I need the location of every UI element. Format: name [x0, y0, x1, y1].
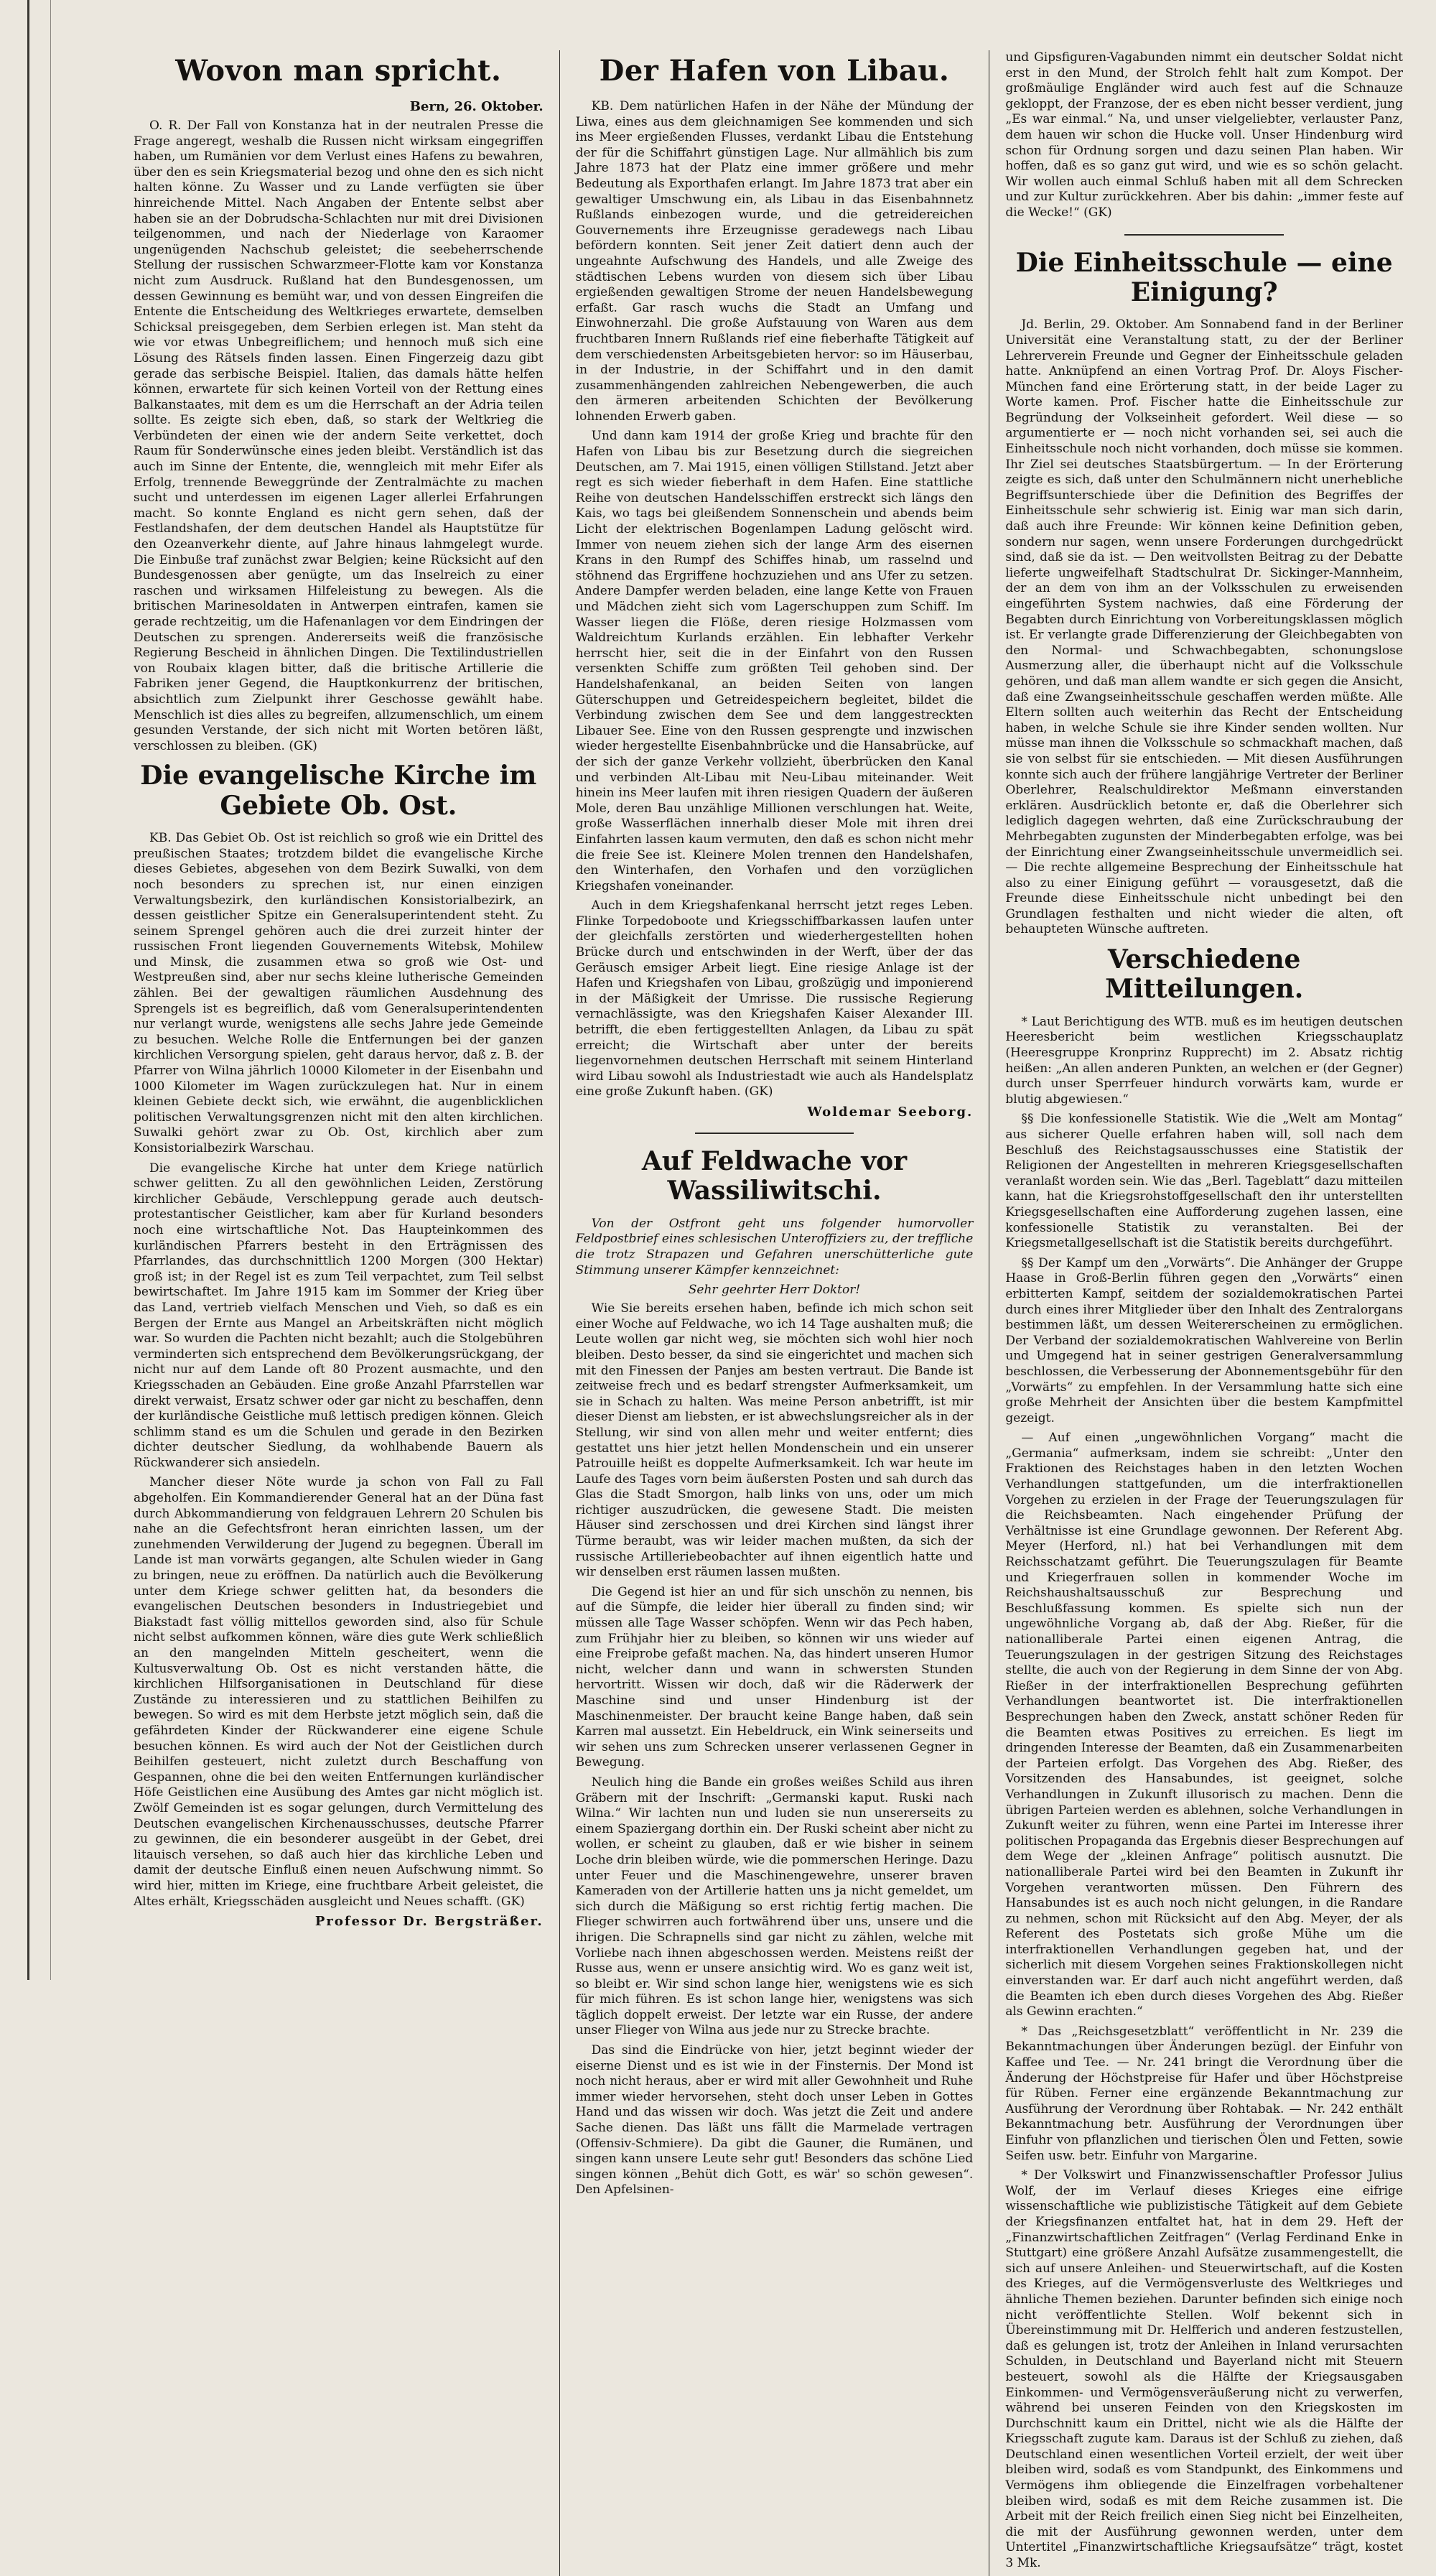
article-paragraph: Und dann kam 1914 der große Krieg und brachte für den Hafen von Libau bis zur Besetzung durch die siegreichen Deutschen, am 7. Mai 1915, einen völligen Stillstand. Jetzt aber regt es sich wieder fieberhaft in dem Hafen. Eine stattliche Reihe von deutschen Handelsschiffen erstreckt sich längs den Kais, wo tags bei gleißendem Sonnenschein und abends beim Licht der elektrischen Bogenlampen Ladung gelöscht wird. Immer von neuem ziehen sich der lange Arm des eisernen Krans in den Rumpf des Schiffes hinab, um rasselnd und stöhnend das Ergriffene hochzuziehen und ans Ufer zu setzen. Andere Dampfer werden beladen, eine lange Kette von Frauen und Mädchen zieht sich vom Lagerschuppen zum Schiff. Im Wasser liegen die Flöße, deren riesige Holzmassen vom Waldreichtum Kurlands erzählen. Ein lebhafter Verkehr herrscht hier, seit die in der Einfahrt von den Russen versenkten Schiffe zum größten Teil gehoben sind. Der Handelshafenkanal, an beiden Seiten von langen Güterschuppen und Getreidespeichern begleitet, bildet die Verbindung zwischen dem See und dem langgestreckten Libauer See. Eine von den Russen gesprengte und inzwischen wieder hergestellte Eisenbahnbrücke und die Hansabrücke, auf der sich der ganze Verkehr vollzieht, überbrücken den Kanal und verbinden Alt-Libau mit Neu-Libau miteinander. Weit hinein ins Meer laufen mit ihren riesigen Quadern der äußeren Mole, deren Bau unzählige Millionen verschlungen hat. Weite, große Wasserflächen innerhalb dieser Mole mit ihren drei Einfahrten lassen kaum vermuten, den daß es schon nicht mehr die freie See ist. Kleinere Molen trennen den Handelshafen, den Winterhafen, den Vorhafen und den vorzüglichen Kriegshafen voneinander.: [575, 429, 974, 893]
article-dateline: Bern, 26. Oktober.: [409, 99, 544, 114]
article-divider: [1124, 234, 1283, 236]
article-title: Der Hafen von Libau.: [599, 54, 950, 88]
article-paragraph: KB. Dem natürlichen Hafen in der Nähe der Mündung der Liwa, eines aus dem gleichnamigen See kommenden und sich ins Meer ergießenden Flusses, verdankt Libau die Entstehung der für die Schiffahrt günstigen Lage. Nur allmählich bis zum Jahre 1873 hat der Platz eine immer größere und mehr Bedeutung als Exporthafen erlangt. Im Jahre 1873 trat aber ein gewaltiger Umschwung ein, als Libau in das Eisenbahnnetz Rußlands einbezogen wurde, und die getreidereichen Gouvernements ihre Erzeugnisse geradewegs nach Libau befördern konnten. Seit jener Zeit datiert denn auch der ungeahnte Aufschwung des Handels, und alle Zweige des städtischen Lebens wurden von diesem sich über Libau ergießenden gewaltigen Strome der neuen Handelsbewegung erfaßt. Gar rasch wuchs die Stadt an Umfang und Einwohnerzahl. Die große Aufstauung von Waren aus dem fruchtbaren Innern Rußlands rief eine fieberhafte Tätigkeit auf dem verschiedensten Arbeitsgebieten hervor: so im Häuserbau, in der Industrie, in der Schiffahrt und in den damit zusammenhängenden zahlreichen Nebengewerben, die auch den ärmeren arbeitenden Schichten der Bevölkerung lohnenden Erwerb gaben.: [575, 99, 974, 424]
column-3: [989, 50, 1419, 2576]
article-paragraph: §§ Der Kampf um den „Vorwärts“. Die Anhänger der Gruppe Haase in Groß-Berlin führen gegen den „Vorwärts“ einen erbitterten Kampf, seitdem der sozialdemokratischen Partei durch eines ihrer Mitglieder über den Inhalt des Zentralorgans bestimmen läßt, um dessen Weitererscheinen zu ermöglichen. Der Verband der sozialdemokratischen Wahlvereine von Berlin und Umgegend hat in seiner gestrigen Generalversammlung beschlossen, die Verbesserung der Abonnementsgebühr für den „Vorwärts“ zu empfehlen. In der Versammlung hatte sich eine große Mehrheit der Ansichten über die bestem Kampfmittel gezeigt.: [1005, 1255, 1403, 1426]
article-intro: Von der Ostfront geht uns folgender humorvoller Feldpostbrief eines schlesischen Unteroffiziers zu, der treffliche die trotz Strapazen und Gefahren unerschütterliche gute Stimmung unserer Kämpfer kennzeichnet:: [575, 1216, 974, 1278]
article-signature: Woldemar Seeborg.: [807, 1105, 974, 1120]
article-paragraph: O. R. Der Fall von Konstanza hat in der neutralen Presse die Frage angeregt, weshalb die Russen nicht wirksam eingegriffen haben, um Rumänien vor dem Verlust eines Hafens zu bewahren, über den es sein Kriegsmaterial bezog und ohne den es sich nicht halten könne. Zu Wasser und zu Lande verfügten sie über hinreichende Mittel. Nach Angaben der Entente selbst aber haben sie an der Dobrudscha-Schlachten nur mit drei Divisionen teilgenommen, und nach der Niederlage von Karaomer ungenügenden Nachschub geleistet; die seebeherrschende Stellung der russischen Schwarzmeer-Flotte kam vor Konstanza nicht zum Ausdruck. Rußland hat den Bundesgenossen, um dessen Gewinnung es bemüht war, und von dessen Eingreifen die Entente die Entscheidung des Weltkrieges erwartete, demselben Schicksal preisgegeben, dem Serbien erlegen ist. Man steht da wie vor etwas Unbegreiflichem; und hennoch muß sich eine Lösung des Rätsels finden lassen. Einen Fingerzeig dazu gibt gerade das serbische Beispiel. Italien, das damals hätte helfen können, erwartete für sich keinen Vorteil von der Rettung eines Balkanstaates, mit dem es um die Herrschaft an der Adria teilen sollte. Es zeigte sich eben, daß, so stark der Weltkrieg die Verbündeten der einen wie der andern Seite verkettet, doch Raum für Sonderwünsche eines jeden bleibt. Verständlich ist das auch im Sinne der Entente, die, wenngleich mit mehr Eifer als Erfolg, trennende Beweggründe der Zentralmächte zu machen sucht und unterdessen im eigenen Lager allerlei Erfahrungen macht. So konnte England es nicht gern sehen, daß der Festlandshafen, der dem deutschen Handel als Hauptstütze für den Ozeanverkehr diente, auf Jahre hinaus lahmgelegt wurde. Die Einbuße traf zunächst zwar Belgien; keine Rücksicht auf den Bundesgenossen aber genügte, um das Inselreich zu einer raschen und wirksamen Hilfeleistung zu bewegen. Als die britischen Marinesoldaten in Antwerpen eintrafen, kamen sie gerade rechtzeitig, um die Hafenanlagen vor dem Eindringen der Deutschen zu sprengen. Andererseits weiß die französische Regierung Bescheid in ähnlichen Dingen. Die Textilindustriellen von Roubaix klagen bitter, daß die britische Artillerie die Fabriken jener Gegend, die Hauptkonkurrenz der britischen, absichtlich zum Zielpunkt ihrer Geschosse gewählt habe. Menschlich ist dies alles zu begreifen, allzumenschlich, um einem gesunden Verstande, der sich nicht mit Worten betören läßt, verschlossen zu bleiben. (GK): [134, 118, 544, 753]
column-2: [559, 50, 989, 2576]
article-title: Die evangelische Kirche im Gebiete Ob. Ost.: [140, 761, 537, 821]
article-paragraph: Jd. Berlin, 29. Oktober. Am Sonnabend fand in der Berliner Universität eine Veranstaltung statt, zu der der Berliner Lehrerverein Freunde und Gegner der Einheitsschule geladen hatte. Anknüpfend an einen Vortrag Prof. Dr. Aloys Fischer-München fand eine Erörterung statt, in der beide Lager zu Worte kamen. Prof. Fischer hatte die Einheitsschule zur Begründung der Volkseinheit gefordert. Weil diese — so argumentierte er — noch nicht vorhanden sei, sei auch die Einheitsschule noch nicht vorhanden, doch müsse sie kommen. Ihr Ziel sei deutsches Staatsbürgertum. — In der Erörterung zeigte es sich, daß unter den Schulmännern nicht unerhebliche Begriffsunterschiede über die Definition des Begriffes der Einheitsschule sehr schwierig ist. Einig war man sich darin, daß auch ihre Freunde: Wir können keine Definition geben, sondern nur sagen, wenn unsere Forderungen durchgedrückt sind, daß sie da ist. — Den weitvollsten Beitrag zu der Debatte lieferte ungweifelhaft Stadtschulrat Dr. Sickinger-Mannheim, der an dem von ihm an der Volksschulen zu erweisenden eingeführten System nachwies, daß eine Förderung der Begabten durch Einrichtung von Vorbereitungsklassen möglich ist. Er verlangte grade Differenzierung der Gleichbegabten von den Normal- und Schwachbegabten, schonungslose Ausmerzung aller, die überhaupt nicht auf die Volksschule gehören, und daß man allem wandte er sich gegen die Ansicht, daß eine Zwangseinheitsschule geschaffen werden müßte. Alle Eltern sollten auch weiterhin das Recht der Entscheidung haben, in welche Schule sie ihre Kinder senden wollten. Nur müsse man ihnen die Volksschule so schmackhaft machen, daß sie von selbst für sie entschieden. — Mit diesen Ausführungen konnte sich auch der frühere langjährige Vertreter der Berliner Oberlehrer, Realschuldirektor Meßmann einverstanden erklären. Ausdrücklich betonte er, daß die Oberlehrer sich lediglich dagegen wehrten, daß eine Zurückschraubung der Mehrbegabten zugunsten der Minderbegabten erfolge, was bei der Einrichtung einer Zwangseinheitsschule unvermeidlich sei. — Die rechte allgemeine Besprechung der Einheitsschule hat also zu einer Einigung geführt — vorausgesetzt, daß die Freunde diese Einheitsschule nicht unbedingt bei den Grundlagen festhalten und nicht wieder die alten, oft behaupteten Wünsche auftreten.: [1005, 317, 1403, 937]
page-margin-rule: [50, 0, 51, 1980]
article-title: Verschiedene Mitteilungen.: [1105, 944, 1304, 1005]
article-divider: [695, 1133, 854, 1134]
article-paragraph: Auch in dem Kriegshafenkanal herrscht jetzt reges Leben. Flinke Torpedoboote und Kriegsschiffbarkassen laufen unter der gleichfalls zerstörten und wiederhergestellten hohen Brücke durch und entschwinden in der Werft, über der das Geräusch emsiger Arbeit liegt. Eine riesige Anlage ist der Hafen und Kriegshafen von Libau, großzügig und imponierend in der Mäßigkeit der Umrisse. Die russische Regierung vernachlässigte, was den Kriegshafen Kaiser Alexander III. betrifft, die eben fertiggestellten Anlagen, da Libau zu spät erreicht; die Wirtschaft aber unter der bereits liegenvornehmen deutschen Herrschaft mit seinem Hinterland wird Libau sowohl als Industriestadt wie auch als Handelsplatz eine große Zukunft haben. (GK): [575, 898, 974, 1099]
article-paragraph: Mancher dieser Nöte wurde ja schon von Fall zu Fall abgeholfen. Ein Kommandierender General hat an der Düna fast durch Abkommandierung von feldgrauen Lehrern 20 Schulen bis nahe an die Gefechtsfront heran einrichten lassen, um der zunehmenden Verwilderung der Jugend zu begegnen. Überall im Lande ist man vorwärts gegangen, alte Schulen wieder in Gang zu bringen, neue zu eröffnen. Da natürlich auch die Bevölkerung unter dem Kriege schwer gelitten hat, da besonders die evangelischen Deutschen besonders in Industriegebiet und Biakstadt fast völlig mittellos geworden sind, also für Schule nicht selbst aufkommen können, wäre dies gute Werk schließlich an den mangelnden Mitteln gescheitert, wenn die Kultusverwaltung Ob. Ost es nicht verstanden hätte, die kirchlichen Hilfsorganisationen in Deutschland für diese Zustände zu interessieren und zu stattlichen Beihilfen zu bewegen. So wird es mit dem Herbste jetzt möglich sein, daß die gefährdeten Kinder der Rückwanderer eine eigene Schule besuchen können. Es wird auch der Not der Geistlichen durch Beihilfen gesteuert, nicht zuletzt durch Beschaffung von Gespannen, ohne die bei den weiten Entfernungen kurländischer Höfe Geistlichen eine Ausübung des Amtes gar nicht möglich ist. Zwölf Gemeinden ist es sogar gelungen, durch Vermittelung des Deutschen evangelischen Kirchenausschusses, deutsche Pfarrer zu gewinnen, die ein besonderer ausgeübt in der Gebet, drei litauisch versehen, so daß auch hier das kirchliche Leben und damit der deutsche Einfluß einen neuen Aufschwung nimmt. So wird hier, mitten im Kriege, eine fruchtbare Arbeit geleistet, die Altes erhält, Kriegsschäden ausgleicht und Neues schafft. (GK): [134, 1475, 544, 1909]
article-paragraph: * Das „Reichsgesetzblatt“ veröffentlicht in Nr. 239 die Bekanntmachungen über Änderungen bezügl. der Einfuhr von Kaffee und Tee. — Nr. 241 bringt die Verordnung über die Änderung der Höchstpreise für Hafer und über Höchstpreise für Rüben. Ferner eine ergänzende Bekanntmachung zur Ausführung der Verordnung über Rohtabak. — Nr. 242 enthält Bekanntmachung betr. Ausführung der Verordnungen über Einfuhr von pflanzlichen und tierischen Ölen und Fetten, sowie Seifen usw. betr. Einfuhr von Margarine.: [1005, 2024, 1403, 2163]
article-paragraph: Neulich hing die Bande ein großes weißes Schild aus ihren Gräbern mit der Inschrift: „Germanski kaput. Ruski nach Wilna.“ Wir lachten nun und luden sie nun unsererseits zu einem Spaziergang dorthin ein. Der Ruski scheint aber nicht zu wollen, er scheint zu glauben, daß er wie bisher in seinem Loche drin bleiben würde, wie die pommerschen Heringe. Dazu unter Feuer und die Maschinengewehre, unserer braven Kameraden von der Artillerie hatten uns ja nicht gemeldet, um sich durch die Mäßigung so erst richtig fertig machen. Die Flieger schwirren auch fortwährend über uns, unsere und die ihrigen. Die Schrapnells sind gar nicht zu zählen, welche mit Vorliebe nach ihnen abgeschossen werden. Meistens reißt der Russe aus, wenn er unsere ansichtig wird. Wo es ganz weit ist, so bleibt er. Wir sind schon lange hier, wenigstens wie es sich für mich führen. Es ist schon lange hier, wenigstens was sich täglich doppelt erweist. Der letzte war ein Russe, der andere unser Flieger von Wilna aus jede nur zu Strecke brachte.: [575, 1775, 974, 2038]
column-1: [129, 50, 559, 2576]
page-edge-rule: [27, 0, 29, 1980]
article-paragraph: * Laut Berichtigung des WTB. muß es im heutigen deutschen Heeresbericht beim westlichen Kriegsschauplatz (Heeresgruppe Kronprinz Rupprecht) im 2. Absatz richtig heißen: „An allen anderen Punkten, an welchen er (der Gegner) durch unser Sperrfeuer hindurch vorwärts kam, wurde er blutig abgewiesen.“: [1005, 1014, 1403, 1107]
article-paragraph: Die Gegend ist hier an und für sich unschön zu nennen, bis auf die Sümpfe, die leider hier überall zu finden sind; wir müssen alle Tage Wasser schöpfen. Wenn wir das Pech haben, zum Frühjahr hier zu bleiben, so können wir uns wieder auf eine Freiprobe gefaßt machen. Na, das hindert unseren Humor nicht, welcher dann und wann in schwersten Stunden hervortritt. Wissen wir doch, daß wir die Räderwerk der Maschine sind und unser Hindenburg ist der Maschinenmeister. Der braucht keine Bange haben, daß sein Karren mal aussetzt. Ein Hebeldruck, ein Wink seinerseits und wir sehen uns zum Schrecken unserer verlassenen Gegner in Bewegung.: [575, 1584, 974, 1770]
article-title: Die Einheitsschule — eine Einigung?: [1015, 247, 1393, 307]
article-paragraph: Das sind die Eindrücke von hier, jetzt beginnt wieder der eiserne Dienst und es ist wie in der Finsternis. Der Mond ist noch nicht heraus, aber er wird mit aller Gewohnheit und Ruhe immer wieder hervorsehen, steht doch unser Leben in Gottes Hand und das wissen wir doch. Was jetzt die Zeit und andere Sache dienen. Das läßt uns fällt die Marmelade vertragen (Offensiv-Schmiere). Da gibt die Gauner, die Rumänen, und singen kann unsere Leute sehr gut! Besonders das schöne Lied singen können „Behüt dich Gott, es wär' so schön gewesen“. Den Apfelsinen-: [575, 2043, 974, 2198]
article-title: Wovon man spricht.: [175, 54, 502, 88]
article-paragraph: — Auf einen „ungewöhnlichen Vorgang“ macht die „Germania“ aufmerksam, indem sie schreibt: „Unter den Fraktionen des Reichstages haben in den letzten Wochen Verhandlungen stattgefunden, um die interfraktionellen Vorgehen zu erzielen in der Frage der Teuerungszulagen für die Reichsbeamten. Nach eingehender Prüfung der Verhältnisse ist eine Grundlage gewonnen. Der Referent Abg. Meyer (Herford, nl.) hat bei Verhandlungen mit dem Reichsschatzamt geführt. Die Teuerungszulagen für Beamte und Kriegerfrauen sollen in kommender Woche im Reichshaushaltsausschuß zur Besprechung und Beschlußfassung kommen. Es spielte sich nun der ungewöhnliche Vorgang ab, daß der Abg. Rießer, für die nationalliberale Partei einen eigenen Antrag, die Teuerungszulagen in der gestrigen Sitzung des Reichstages stellte, die auch von der Regierung in dem Sinne der von Abg. Rießer in der interfraktionellen Besprechung geführten Verhandlungen beantwortet ist. Die interfraktionellen Besprechungen haben den Zweck, anstatt schöner Reden für die Beamten etwas Positives zu erreichen. Es liegt im dringenden Interesse der Beamten, daß ein Zusammenarbeiten der Parteien erfolgt. Das Vorgehen des Abg. Rießer, des Vorsitzenden des Hansabundes, ist geeignet, solche Verhandlungen in Zukunft illusorisch zu machen. Denn die übrigen Parteien werden es ablehnen, solche Verhandlungen in Zukunft weiter zu führen, wenn eine Partei im Interesse ihrer politischen Propaganda das Ergebnis dieser Besprechungen auf dem Wege der „kleinen Anfrage“ politisch ausnutzt. Die nationalliberale Partei wird bei den Beamten in Zukunft ihr Vorgehen verantworten müssen. Den Führern des Hansabundes ist es auch noch nicht gelungen, in die Randare zu nehmen, schon mit Rücksicht auf den Abg. Meyer, der als Referent des Postetats sich große Mühe um die interfraktionellen Verhandlungen gegeben hat, und der sicherlich mit diesem Vorgehen seines Fraktionskollegen nicht einverstanden war. Er darf auch nicht angeführt werden, daß die Beamten ich eben durch dieses Vorgehen des Abg. Rießer als Gewinn erachten.“: [1005, 1431, 1403, 2019]
letter-salutation: Sehr geehrter Herr Doktor!: [688, 1283, 861, 1298]
article-title: Auf Feldwache vor Wassiliwitschi.: [641, 1146, 908, 1206]
article-paragraph: §§ Die konfessionelle Statistik. Wie die „Welt am Montag“ aus sicherer Quelle erfahren haben will, soll nach dem Beschluß des Reichstagsausschusses eine Statistik der Religionen der Angestellten in mehreren Kriegsgesellschaften veranlaßt worden sein. Wie das „Berl. Tageblatt“ dazu mitteilen kann, hat die Kriegsrohstoffgesellschaft den ihr unterstellten Kriegsgesellschaften eine Aufforderung zugehen lassen, eine konfessionelle Statistik zu veranstalten. Bei der Kriegsmetallgesellschaft ist die Statistik bereits durchgeführt.: [1005, 1112, 1403, 1251]
article-signature: Professor Dr. Bergsträßer.: [314, 1914, 544, 1930]
newspaper-columns: [129, 50, 1419, 2571]
article-continuation: und Gipsfiguren-Vagabunden nimmt ein deutscher Soldat nicht erst in den Mund, der Strolch fehlt halt zum Kompot. Der großmäulige Engländer wird auch fest auf die Schnauze gekloppt, der Franzose, der es eben nicht besser verdient, jung „Es war einmal.“ Na, und unser vielgeliebter, verlauster Panz, dem hauen wir schon die Hucke voll. Unser Hindenburg wird schon für Ordnung sorgen und dazu seinen Plan haben. Wir hoffen, daß es so ganz gut wird, und wie es so schön gelacht. Wir wollen auch einmal Schluß haben mit all dem Schrecken und zur Kultur zurückkehren. Aber bis dahin: „immer feste auf die Wecke!“ (GK): [1005, 50, 1403, 220]
article-paragraph: Die evangelische Kirche hat unter dem Kriege natürlich schwer gelitten. Zu all den gewöhnlichen Leiden, Zerstörung kirchlicher Gebäude, Verschleppung gerade auch deutsch-protestantischer Geistlicher, kam aber für Kurland besonders noch eine wirtschaftliche Not. Das Haupteinkommen des kurländischen Pfarrers besteht in den Erträgnissen des Pfarrlandes, das durchschnittlich 1200 Morgen (300 Hektar) groß ist; in der Regel ist es zum Teil verpachtet, zum Teil selbst bewirtschaftet. Im Jahre 1915 kam im Sommer der Krieg über das Land, vertrieb vielfach Menschen und Vieh, so daß es ein Bergen der Ernte aus Mangel an Arbeitskräften nicht möglich war. So wurden die Pachten nicht bezahlt; auch die Stolgebühren verminderten sich entsprechend dem Bevölkerungsrückgang, der nicht nur auf dem Lande oft 80 Prozent ausmachte, und den Kriegsschaden an Gebäuden. Eine große Anzahl Pfarrstellen war direkt verwaist, Ersatz schwer oder gar nicht zu beschaffen, denn der kurländische Geistliche muß lettisch predigen können. Gleich schlimm stand es um die Schulen und gerade in den Bezirken dichter deutscher Siedlung, da wohlhabende Bauern als Rückwanderer sich ansiedeln.: [134, 1161, 544, 1470]
article-paragraph: * Der Volkswirt und Finanzwissenschaftler Professor Julius Wolf, der im Verlauf dieses Krieges eine eifrige wissenschaftliche wie publizistische Tätigkeit auf dem Gebiete der Kriegsfinanzen entfaltet hat, hat in dem 29. Heft der „Finanzwirtschaftlichen Zeitfragen“ (Verlag Ferdinand Enke in Stuttgart) eine größere Anzahl Aufsätze zusammengestellt, die sich auf unsere Anleihen- und Steuerwirtschaft, auf die Kosten des Krieges, auf die Vermögensverluste des Weltkrieges und ähnliche Themen beziehen. Darunter befinden sich einige noch nicht veröffentlichte Stellen. Wolf bekennt sich in Übereinstimmung mit Dr. Helfferich und anderen festzustellen, daß es gelungen ist, trotz der Anleihen in Inland verursachten Schulden, in Deutschland und Bayerland nicht mit Steuern besteuert, sowohl als die Hälfte der Kriegsausgaben Einkommen- und Vermögensveräußerung nicht zu verwerfen, während bei unseren Feinden von den Kriegskosten im Durchschnitt kaum ein Drittel, nicht wie als die Hälfte der Kriegsschaft zugute kam. Daraus ist der Schluß zu ziehen, daß Deutschland einen wesentlichen Vorteil erzielt, der weit über bleiben wird, sodaß es vom Standpunkt, des Einkommens und Vermögens ihm obliegende die Einzelfragen vorbehaltener bleiben wird, sodaß es mit dem Reiche zusammen ist. Die Arbeit mit der Reich freilich einen Sieg nicht bei Einzelheiten, die mit der Ausführung gewonnen werden, unter dem Untertitel „Finanzwirtschaftliche Kriegsaufsätze“ trägt, kostet 3 Mk.: [1005, 2168, 1403, 2571]
article-paragraph: Wie Sie bereits ersehen haben, befinde ich mich schon seit einer Woche auf Feldwache, wo ich 14 Tage aushalten muß; die Leute wollen gar nicht weg, sie möchten sich wohl hier noch bleiben. Desto besser, da sind sie eingerichtet und machen sich mit den Finessen der Panjes am besten vertraut. Die Bande ist zeitweise frech und es bedarf strengster Aufmerksamkeit, um sie in Schach zu halten. Was meine Person anbetrifft, ist mir dieser Dienst am liebsten, er ist abwechslungsreicher als in der Stellung, wir sind von allen mehr und weiter entfernt; dies gestattet uns hier jetzt hellen Mondenschein und ein unserer Patrouille heißt es doppelte Aufmerksamkeit. Ich war heute im Laufe des Tages vorn beim äußersten Posten und sah durch das Glas die Stadt Smorgon, halb links von uns, oder um mich richtiger auszudrücken, die gewesene Stadt. Die meisten Häuser sind zerschossen und drei Kirchen sind längst ihrer Türme beraubt, was wir leider machen mußten, da sich der russische Artilleriebeobachter auf ihnen eigentlich hatte und wir denselben erst räumen lassen mußten.: [575, 1301, 974, 1580]
article-paragraph: KB. Das Gebiet Ob. Ost ist reichlich so groß wie ein Drittel des preußischen Staates; trotzdem bildet die evangelische Kirche dieses Gebietes, abgesehen von dem Bezirk Suwalki, von dem noch besonders zu sprechen ist, nur einen einzigen Verwaltungsbezirk, den kurländischen Konsistorialbezirk, an dessen geistlicher Spitze ein Generalsuperintendent steht. Zu seinem Sprengel gehören auch die drei zurzeit hinter der russischen Front liegenden Gouvernements Witebsk, Mohilew und Minsk, die zusammen etwa so groß wie Ost- und Westpreußen sind, aber nur sechs kleine lutherische Gemeinden zählen. Bei der gewaltigen räumlichen Ausdehnung des Sprengels ist es begreiflich, daß vom Generalsuperintendenten nur verlangt wurde, wenigstens alle sechs Jahre jede Gemeinde zu besuchen. Welche Rolle die Entfernungen bei der ganzen kirchlichen Versorgung spielen, geht daraus hervor, daß z. B. der Pfarrer von Wilna jährlich 10000 Kilometer in der Eisenbahn und 1000 Kilometer im Wagen zurückzulegen hat. Nur in einem kleinen Gebiete deckt sich, wie erwähnt, die augenblicklichen politischen Verwaltungsgrenzen nicht mit den alten kirchlichen. Suwalki gehört zwar zu Ob. Ost, kirchlich aber zum Konsistorialbezirk Warschau.: [134, 831, 544, 1156]
